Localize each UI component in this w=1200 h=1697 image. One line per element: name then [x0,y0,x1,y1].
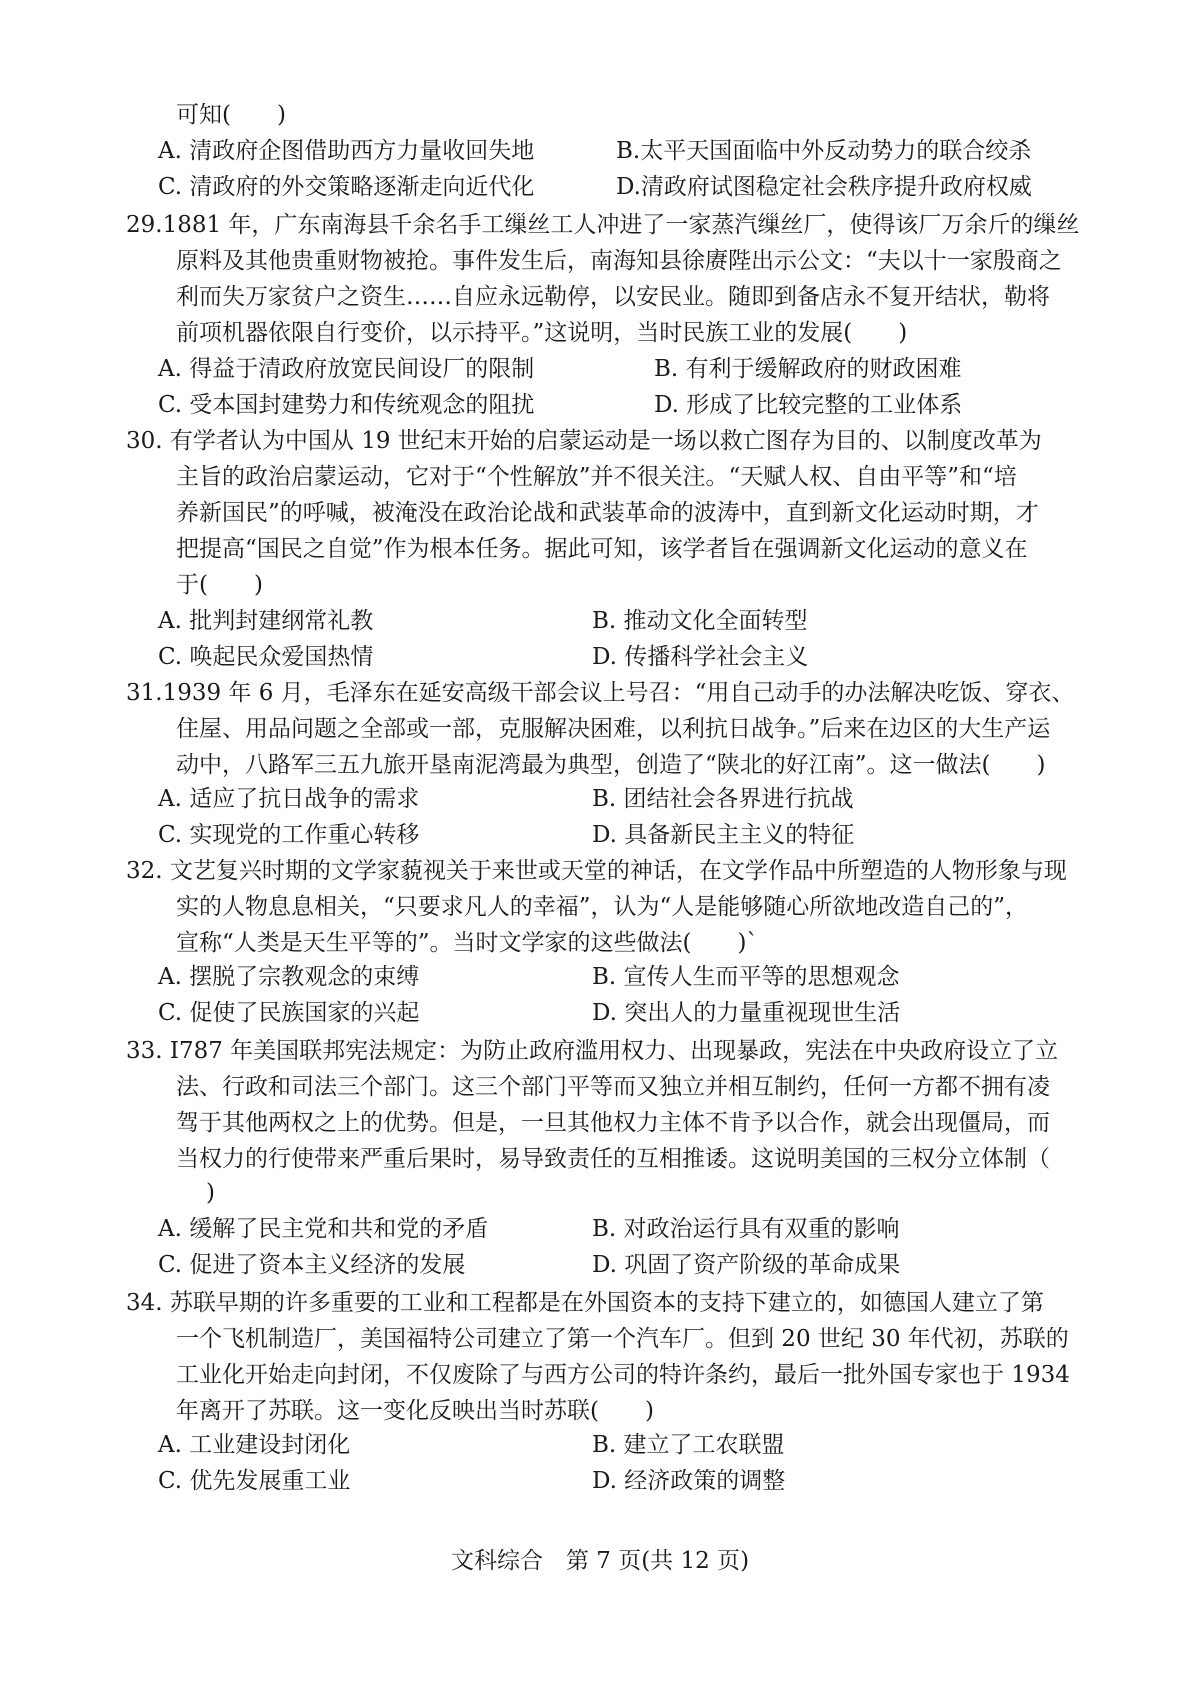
q33-line-5: ) [206,1180,215,1206]
q31-line-2: 住屋、用品问题之全部或一部，克服解决困难，以利抗日战争。”后来在边区的大生产运 [176,716,1051,742]
q33-option-b: B. 对政治运行具有双重的影响 [592,1216,900,1242]
q34-line-2: 一个飞机制造厂，美国福特公司建立了第一个汽车厂。但到 20 世纪 30 年代初，苏联的 [176,1326,1069,1352]
q29-option-d: D. 形成了比较完整的工业体系 [654,392,963,418]
q34-option-b: B. 建立了工农联盟 [592,1432,785,1458]
q29-option-b: B. 有利于缓解政府的财政困难 [654,356,962,382]
q29-line-3: 利而失万家贫户之资生……自应永远勒停，以安民业。随即到备店永不复开结状，勒将 [176,284,1050,310]
q31-option-a: A. 适应了抗日战争的需求 [158,786,420,812]
q30-line-4: 把提高“国民之自觉”作为根本任务。据此可知，该学者旨在强调新文化运动的意义在 [176,536,1028,562]
q32-option-d: D. 突出人的力量重视现世生活 [592,1000,901,1026]
q30-option-a: A. 批判封建纲常礼教 [158,608,374,634]
page-footer: 文科综合 第 7 页(共 12 页) [450,1548,750,1574]
q32-line-1: 32. 文艺复兴时期的文学家藐视关于来世或天堂的神话，在文学作品中所塑造的人物形象与现 [126,858,1067,884]
q34-option-c: C. 优先发展重工业 [158,1468,351,1494]
q33-option-d: D. 巩固了资产阶级的革命成果 [592,1252,901,1278]
q31-option-d: D. 具备新民主主义的特征 [592,822,855,848]
q34-line-1: 34. 苏联早期的许多重要的工业和工程都是在外国资本的支持下建立的，如德国人建立了第 [126,1290,1044,1316]
q33-line-4: 当权力的行使带来严重后果时，易导致责任的互相推诿。这说明美国的三权分立体制（ [176,1146,1050,1172]
q29-line-2: 原料及其他贵重财物被抢。事件发生后，南海知县徐赓陛出示公文：“夫以十一家殷商之 [176,248,1062,274]
q34-line-4: 年离开了苏联。这一变化反映出当时苏联( ) [176,1398,654,1424]
q31-line-1: 31.1939 年 6 月，毛泽东在延安高级干部会议上号召：“用自己动手的办法解决吃饭、穿衣、 [126,680,1075,706]
q32-option-a: A. 摆脱了宗教观念的束缚 [158,964,420,990]
q30-option-d: D. 传播科学社会主义 [592,644,809,670]
q31-line-3: 动中，八路军三五九旅开垦南泥湾最为典型，创造了“陕北的好江南”。这一做法( ) [176,752,1046,778]
q30-line-1: 30. 有学者认为中国从 19 世纪末开始的启蒙运动是一场以救亡图存为目的、以制度改革为 [126,428,1042,454]
q32-option-c: C. 促使了民族国家的兴起 [158,1000,420,1026]
q28-stem-tail: 可知( ) [176,102,286,128]
q30-option-b: B. 推动文化全面转型 [592,608,808,634]
q33-line-3: 驾于其他两权之上的优势。但是，一旦其他权力主体不肯予以合作，就会出现僵局，而 [176,1110,1050,1136]
q33-option-a: A. 缓解了民主党和共和党的矛盾 [158,1216,489,1242]
q32-option-b: B. 宣传人生而平等的思想观念 [592,964,900,990]
q29-line-1: 29.1881 年，广东南海县千余名手工缫丝工人冲进了一家蒸汽缫丝厂，使得该厂万余斤的缫丝 [126,212,1080,238]
q34-option-d: D. 经济政策的调整 [592,1468,786,1494]
q33-option-c: C. 促进了资本主义经济的发展 [158,1252,466,1278]
q29-option-a: A. 得益于清政府放宽民间设厂的限制 [158,356,535,382]
q28-option-d: D.清政府试图稳定社会秩序提升政府权威 [616,174,1032,200]
q33-line-2: 法、行政和司法三个部门。这三个部门平等而又独立并相互制约，任何一方都不拥有凌 [176,1074,1050,1100]
q34-line-3: 工业化开始走向封闭，不仅废除了与西方公司的特许条约，最后一批外国专家也于 1934 [176,1362,1070,1388]
q28-option-b: B.太平天国面临中外反动势力的联合绞杀 [616,138,1032,164]
q28-option-a: A. 清政府企图借助西方力量收回失地 [158,138,535,164]
q28-option-c: C. 清政府的外交策略逐渐走向近代化 [158,174,535,200]
q34-option-a: A. 工业建设封闭化 [158,1432,351,1458]
q30-line-3: 养新国民”的呼喊，被淹没在政治论战和武装革命的波涛中，直到新文化运动时期，才 [176,500,1039,526]
q32-line-3: 宣称“人类是天生平等的”。当时文学家的这些做法( )` [176,930,758,956]
q30-line-2: 主旨的政治启蒙运动，它对于“个性解放”并不很关注。“天赋人权、自由平等”和“培 [176,464,1017,490]
q31-option-b: B. 团结社会各界进行抗战 [592,786,854,812]
q30-option-c: C. 唤起民众爱国热情 [158,644,374,670]
q29-option-c: C. 受本国封建势力和传统观念的阻扰 [158,392,535,418]
q29-line-4: 前项机器依限自行变价，以示持平。”这说明，当时民族工业的发展( ) [176,320,908,346]
q31-option-c: C. 实现党的工作重心转移 [158,822,420,848]
q33-line-1: 33. I787 年美国联邦宪法规定：为防止政府滥用权力、出现暴政，宪法在中央政府设立了立 [126,1038,1059,1064]
q32-line-2: 实的人物息息相关，“只要求凡人的幸福”，认为“人是能够随心所欲地改造自己的”， [176,894,1029,920]
q30-line-5: 于( ) [176,572,263,598]
